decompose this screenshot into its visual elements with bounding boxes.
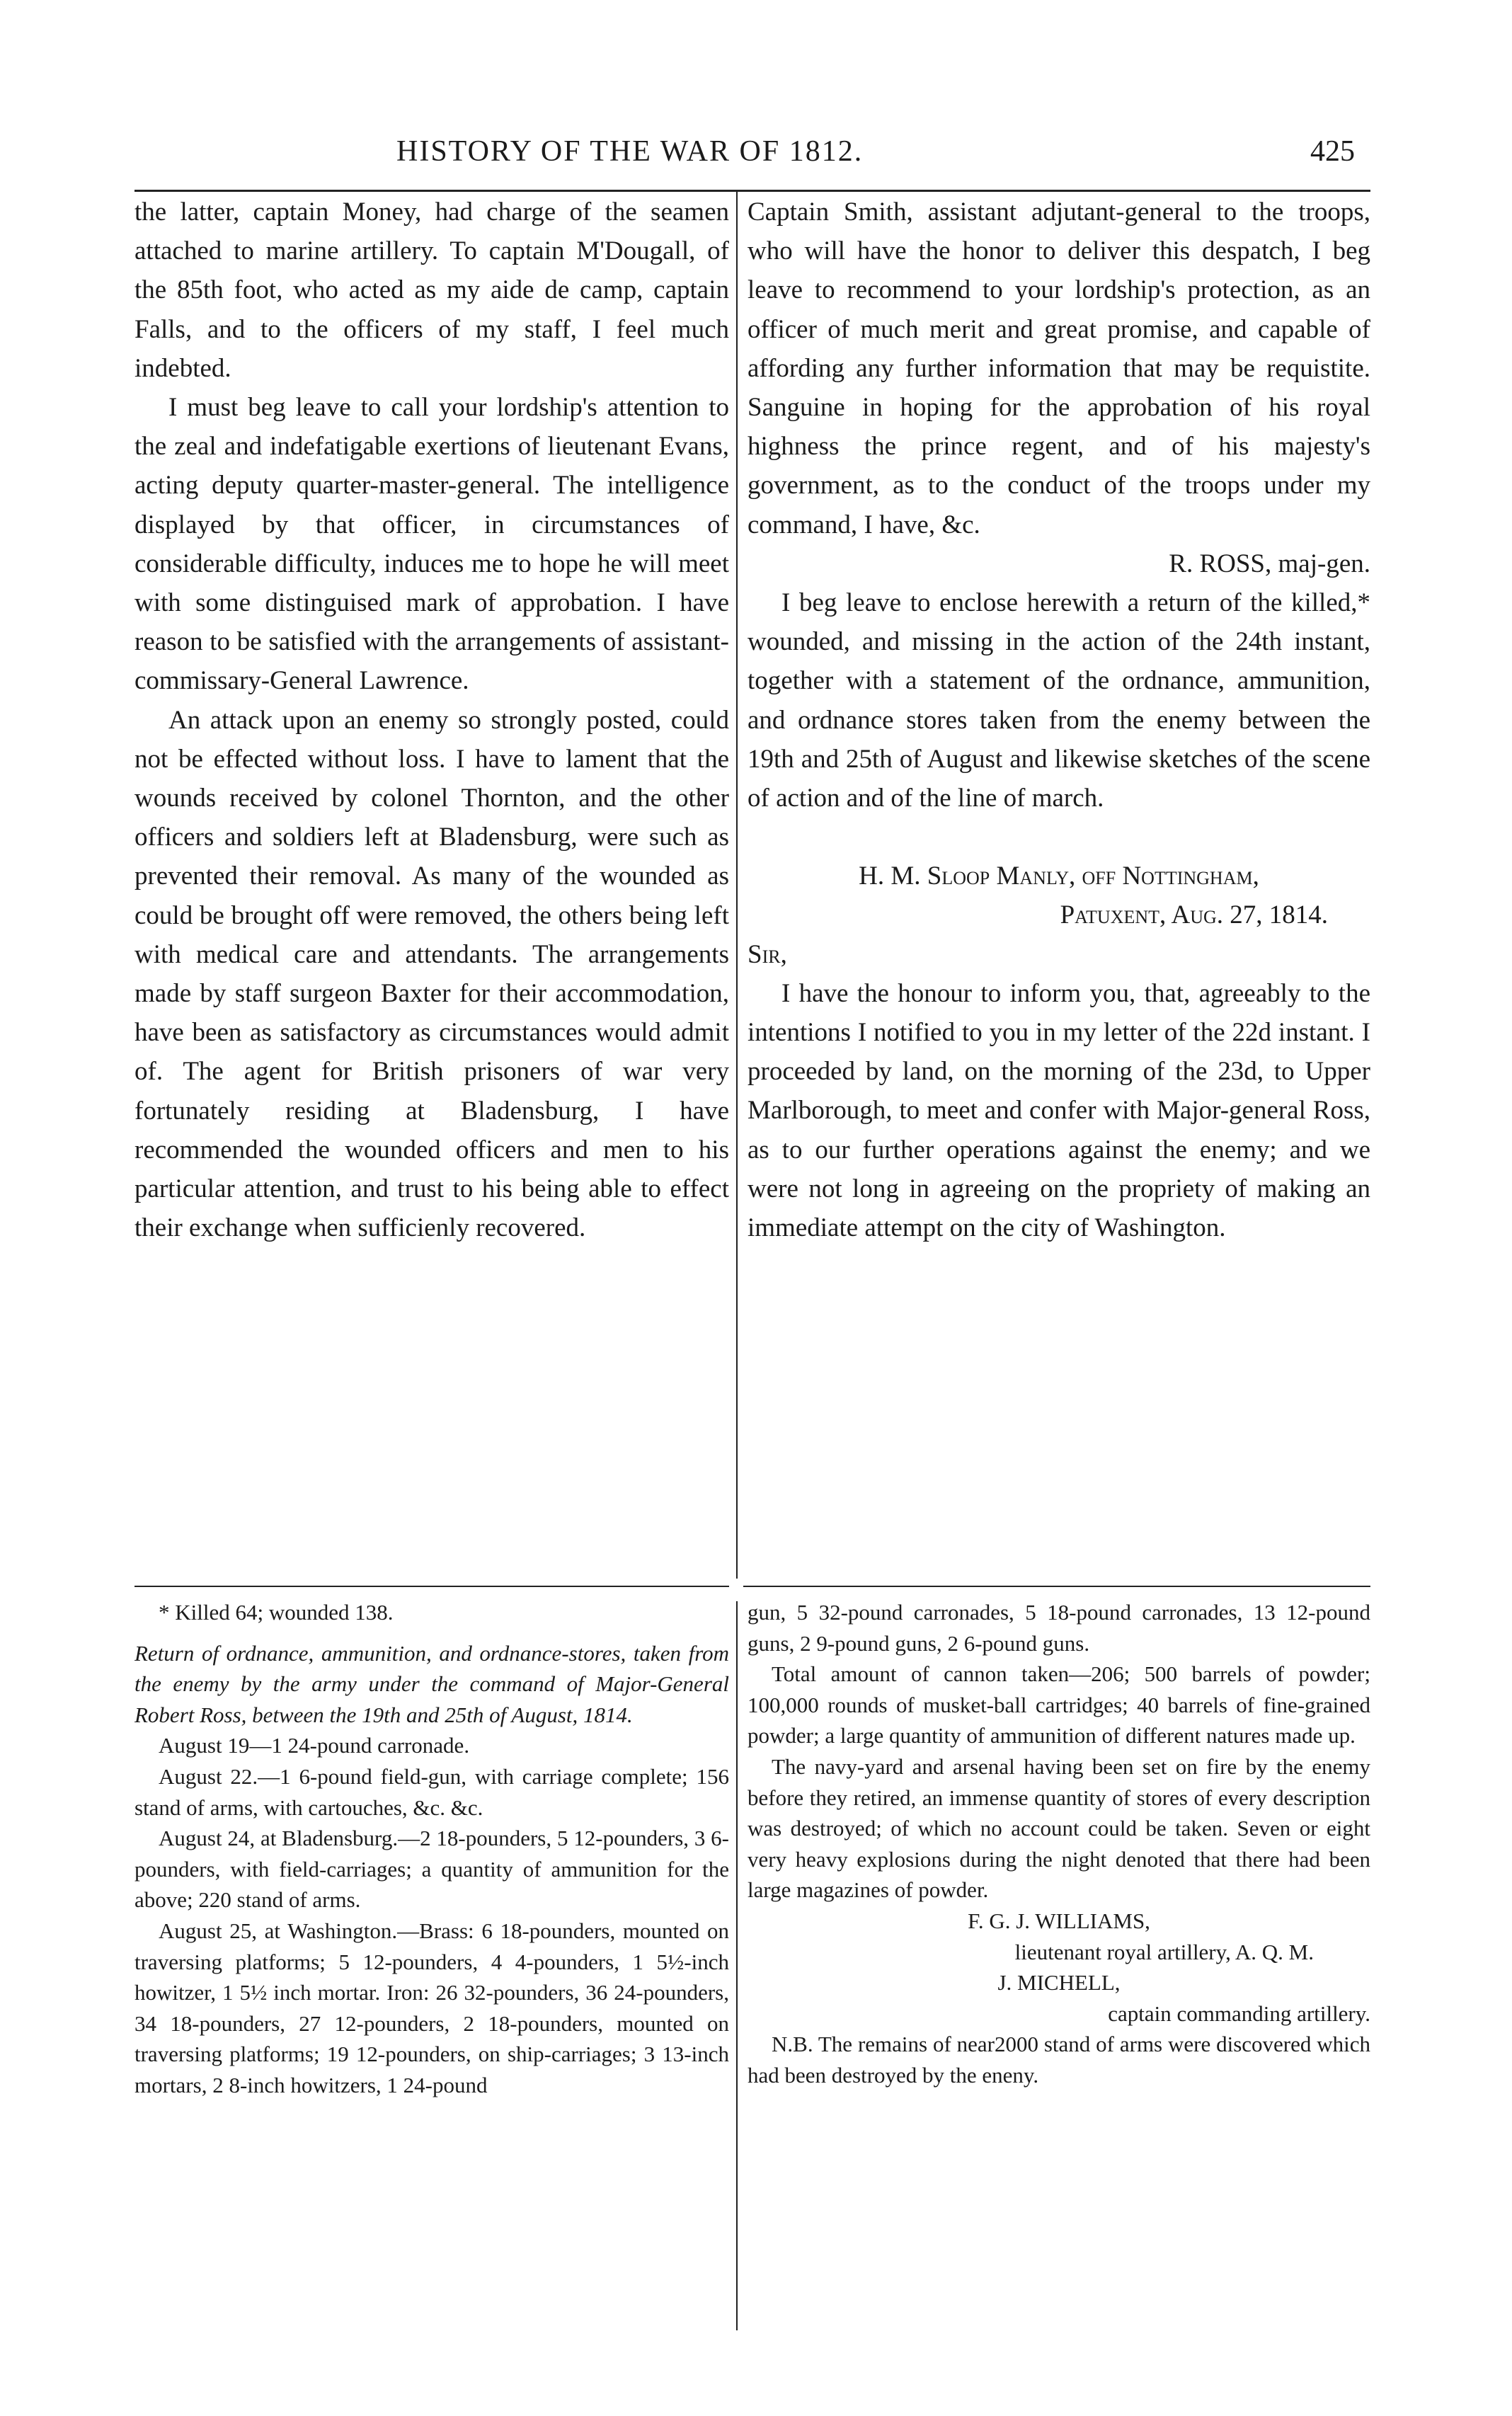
paragraph: I have the honour to inform you, that, agreeably to the intentions I notified to you in my letter of the 22d instant. I proceeded by land, on the morning of the 23d, to Upper Marlborough, to meet and confer with Major-general Ross, as to our further operations against the enemy; and we were not long in agreeing on the propriety of making an immediate attempt on the city of Washington. — [748, 978, 1370, 1243]
killed-footnote: * Killed 64; wounded 138. — [159, 1600, 394, 1625]
signature-williams: F. G. J. WILLIAMS, — [968, 1908, 1150, 1933]
signature-michell-title: captain commanding artillery. — [1108, 2000, 1370, 2026]
running-title: HISTORY OF THE WAR OF 1812. — [396, 135, 864, 168]
page-number: 425 — [1310, 135, 1355, 168]
footnotes-right — [748, 1597, 1370, 2091]
footnote-rule-left — [134, 1586, 729, 1587]
ordnance-entry: August 24, at Bladensburg.—2 18-pounders, 5 12-pounders, 3 6-pounders, with field-carriages; a quantity of ammunition for the above; 220 stand of arms. — [134, 1826, 729, 1913]
nb-note: N.B. The remains of near2000 stand of arms were discovered which had been destroyed by the eneny. — [748, 2032, 1370, 2088]
left-column — [134, 193, 729, 1247]
paragraph: Captain Smith, assistant adjutant-general to the troops, who will have the honor to deliver this despatch, I beg leave to recommend to your lordship's protection, as an officer of much merit and great promise, and capable of affording any further information that may be requistite. Sanguine in hoping for the approbation of his royal highness the prince regent, and of his majesty's government, as to the conduct of the troops under my command, I have, &c. — [748, 197, 1370, 539]
paragraph: the latter, captain Money, had charge of the seamen attached to marine artillery. To captain M'Dougall, of the 85th foot, who acted as my aide de camp, captain Falls, and to the officers of my staff, I feel much indebted. — [134, 197, 729, 383]
salutation: Sir, — [748, 939, 787, 969]
signature-ross: R. ROSS, maj-gen. — [1169, 549, 1370, 578]
header-rule — [134, 190, 1370, 192]
paragraph: An attack upon an enemy so strongly posted, could not be effected without loss. I have to lament that the wounds received by colonel Thornton, and the other officers and soldiers left at Bladensburg, were such as prevented their removal. As many of the wounded as could be brought off were removed, the others being left with medical care and attendants. The arrangements made by staff surgeon Baxter for their accommodation, have been as satisfactory as circumstances would admit of. The agent for British prisoners of war very fortunately residing at Bladensburg, I have recommended the wounded officers and men to his particular attention, and trust to his being able to effect their exchange when sufficienly recovered. — [134, 705, 729, 1243]
column-divider-upper — [736, 191, 738, 1579]
paragraph: I must beg leave to call your lordship's attention to the zeal and indefatigable exertions of lieutenant Evans, acting deputy quarter-master-general. The intelligence displayed by that officer, in circumstances of considerable difficulty, induces me to hope he will meet with some distinguised mark of approbation. I have reason to be satisfied with the arrangements of assistant-commissary-General Lawrence. — [134, 393, 729, 696]
ordnance-continuation: gun, 5 32-pound carronades, 5 18-pound carronades, 13 12-pound guns, 2 9-pound guns, 2 6-pound guns. — [748, 1600, 1370, 1656]
ordnance-entry: August 19—1 24-pound carronade. — [159, 1733, 470, 1758]
letter-heading-line1: H. M. Sloop Manly, off Nottingham, — [859, 861, 1259, 891]
signature-williams-title: lieutenant royal artillery, A. Q. M. — [1014, 1939, 1314, 1964]
ordnance-entry: August 22.—1 6-pound field-gun, with carriage complete; 156 stand of arms, with cartouches, &c. &c. — [134, 1763, 729, 1820]
spacer — [748, 818, 1370, 857]
letter-place-date: Patuxent, Aug. 27, 1814. — [1060, 900, 1328, 930]
signature-michell: J. MICHELL, — [997, 1970, 1121, 1996]
column-divider-lower — [736, 1601, 738, 2330]
total-amount: Total amount of cannon taken—206; 500 barrels of powder; 100,000 rounds of musket-ball cartridges; 40 barrels of fine-grained powder; a large quantity of ammunition of different natures made up. — [748, 1661, 1370, 1748]
footnotes-left — [134, 1597, 729, 2101]
page-header — [0, 134, 1512, 177]
right-column — [748, 193, 1370, 1247]
letter-heading-line2 — [748, 895, 1370, 934]
ordnance-return-caption: Return of ordnance, ammunition, and ordnance-stores, taken from the enemy by the army under the command of Major-General Robert Ross, between the 19th and 25th of August, 1814. — [134, 1640, 729, 1727]
navy-yard-note: The navy-yard and arsenal having been set on fire by the enemy before they retired, an immense quantity of stores of every description was destroyed; of which no account could be taken. Seven or eight very heavy explosions during the night denoted that there had been large magazines of powder. — [748, 1753, 1370, 1903]
paragraph: I beg leave to enclose herewith a return of the killed,* wounded, and missing in the action of the 24th instant, together with a statement of the ordnance, ammunition, and ordnance stores taken from the enemy between the 19th and 25th of August and likewise sketches of the scene of action and of the line of march. — [748, 588, 1370, 813]
ordnance-entry: August 25, at Washington.—Brass: 6 18-pounders, mounted on traversing platforms; 5 12-pounders, 4 4-pounders, 1 5½-inch howitzer, 1 5½ inch mortar. Iron: 26 32-pounders, 36 24-pounders, 34 18-pounders, 27 12-pounders, 2 18-pounders, mounted on traversing platforms; 19 12-pounders, on ship-carriages; 3 13-inch mortars, 2 8-inch howitzers, 1 24-pound — [134, 1918, 729, 2097]
footnote-rule-right — [743, 1586, 1370, 1587]
